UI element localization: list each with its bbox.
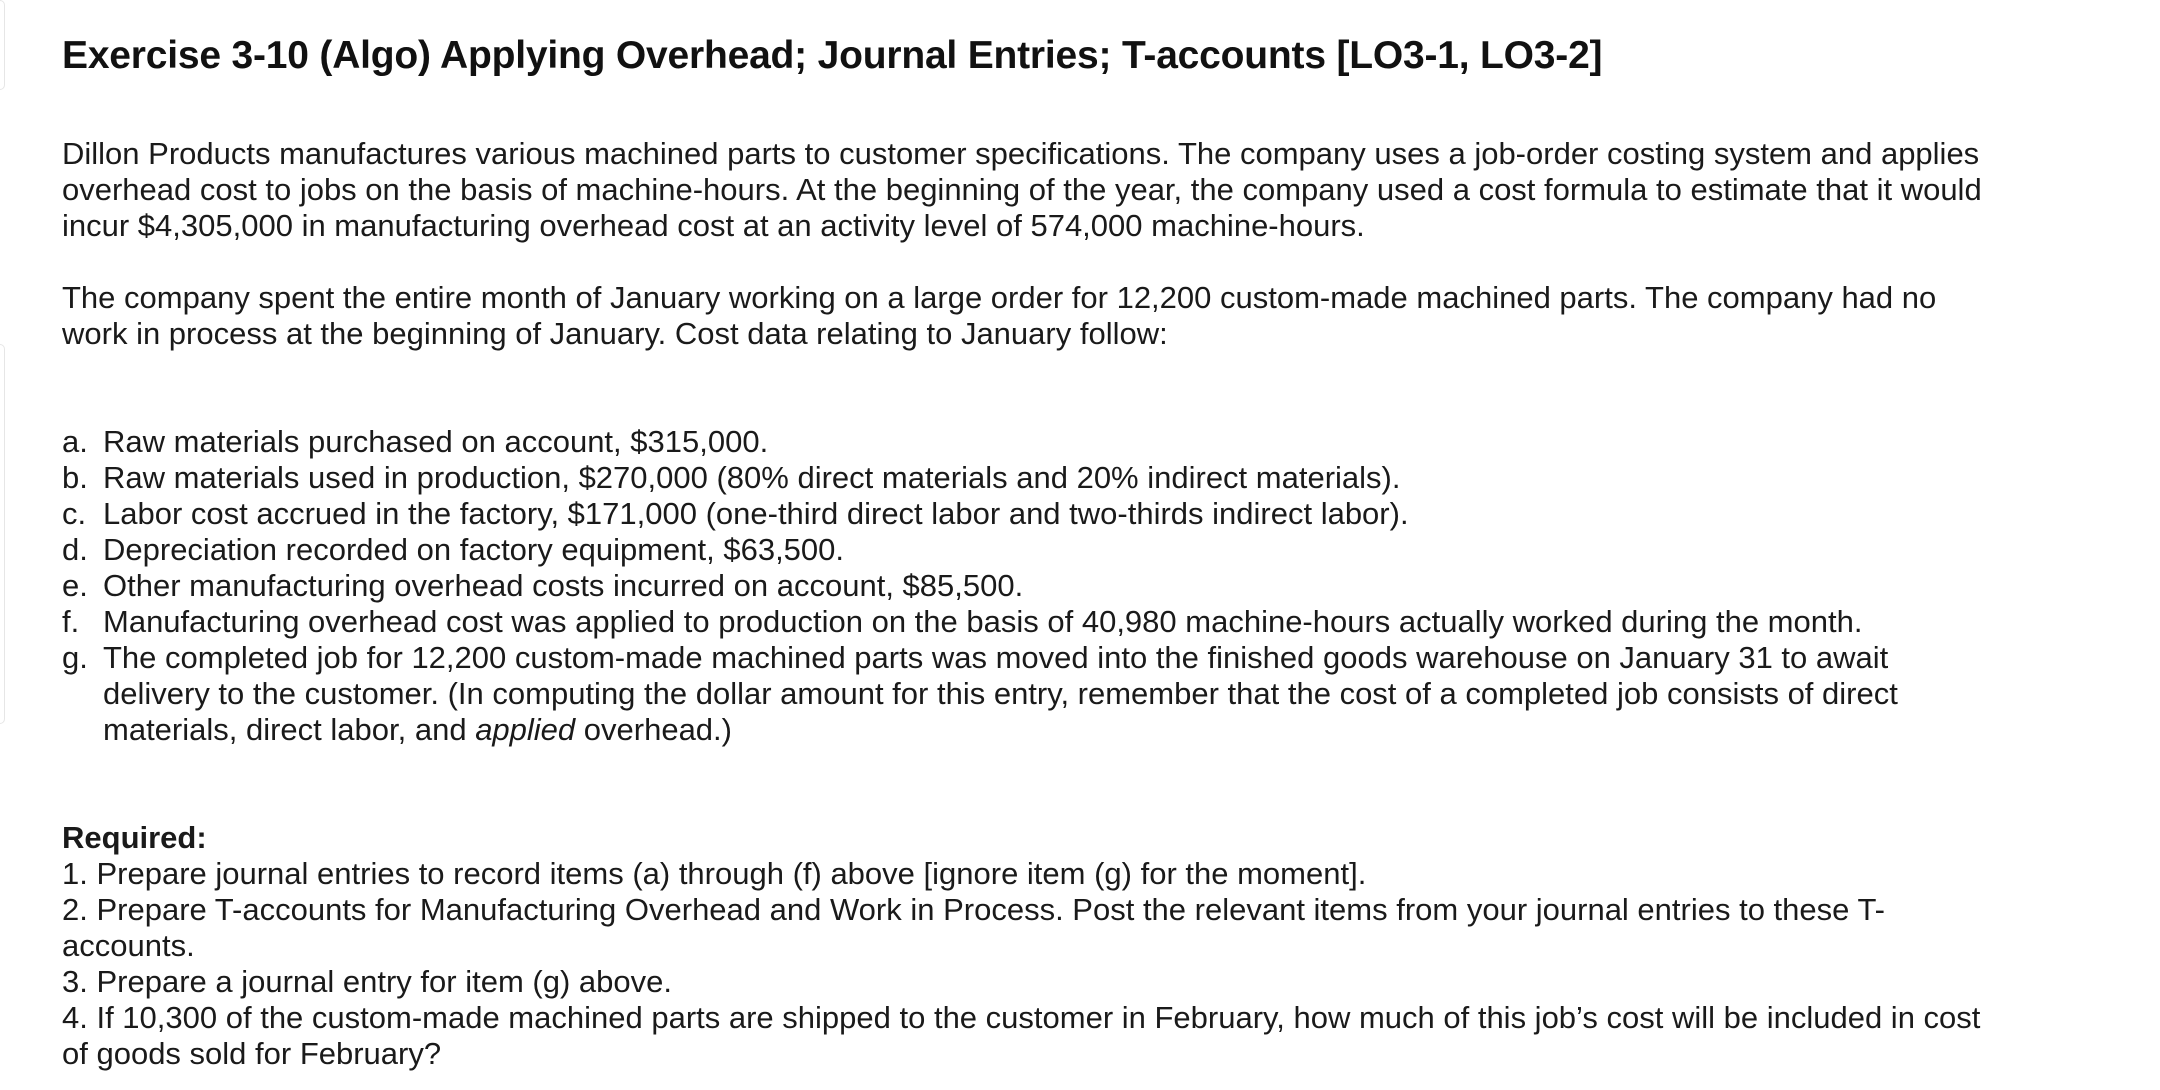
required-item-2: 2. Prepare T-accounts for Manufacturing Overhead and Work in Process. Post the relevant items from your journal entries to these T-accounts. bbox=[62, 892, 1885, 963]
list-item-e bbox=[62, 568, 1982, 604]
required-item-3: 3. Prepare a journal entry for item (g) above. bbox=[62, 964, 672, 999]
list-item-text: Depreciation recorded on factory equipment, $63,500. bbox=[103, 532, 845, 567]
required-section bbox=[62, 820, 1982, 1072]
list-item-text: Raw materials used in production, $270,000 (80% direct materials and 20% indirect materials). bbox=[103, 460, 1401, 495]
list-letter: c. bbox=[62, 496, 87, 531]
edge-panel-top bbox=[0, 0, 5, 90]
list-item-g bbox=[62, 640, 1982, 748]
required-item-1: 1. Prepare journal entries to record items (a) through (f) above [ignore item (g) for the moment]. bbox=[62, 856, 1367, 891]
january-paragraph: The company spent the entire month of January working on a large order for 12,200 custom-made machined parts. The company had no work in process at the beginning of January. Cost data relating to January follow: bbox=[62, 280, 1937, 351]
list-letter: g. bbox=[62, 640, 88, 675]
list-item-text: The completed job for 12,200 custom-made machined parts was moved into the finished goods warehouse on January 31 to await delivery to the customer. (In computing the dollar amount for this entry, remember that the cost of a completed job consists of direct materials, direct labor, and bbox=[103, 640, 1898, 747]
exercise-content bbox=[62, 28, 1982, 1072]
list-item-d bbox=[62, 532, 1982, 568]
list-item-text-end: overhead.) bbox=[575, 712, 732, 747]
required-heading: Required: bbox=[62, 820, 207, 855]
list-item-b bbox=[62, 460, 1982, 496]
list-item-a bbox=[62, 424, 1982, 460]
list-item-text: Labor cost accrued in the factory, $171,000 (one-third direct labor and two-thirds indirect labor). bbox=[103, 496, 1409, 531]
list-item-c bbox=[62, 496, 1982, 532]
left-edge-panel-marks bbox=[0, 0, 6, 1090]
exercise-title: Exercise 3-10 (Algo) Applying Overhead; Journal Entries; T-accounts [LO3-1, LO3-2] bbox=[62, 34, 1603, 77]
list-item-text: Other manufacturing overhead costs incurred on account, $85,500. bbox=[103, 568, 1024, 603]
list-letter: a. bbox=[62, 424, 88, 459]
list-letter: b. bbox=[62, 460, 88, 495]
list-letter: d. bbox=[62, 532, 88, 567]
list-item-text: Raw materials purchased on account, $315,000. bbox=[103, 424, 769, 459]
applied-emphasis: applied bbox=[475, 712, 576, 747]
required-item-4: 4. If 10,300 of the custom-made machined parts are shipped to the customer in February, how much of this job’s cost will be included in cost of goods sold for February? bbox=[62, 1000, 1981, 1071]
list-letter: f. bbox=[62, 604, 80, 639]
list-item-f bbox=[62, 604, 1982, 640]
list-item-text: Manufacturing overhead cost was applied to production on the basis of 40,980 machine-hours actually worked during the month. bbox=[103, 604, 1863, 639]
list-letter: e. bbox=[62, 568, 88, 603]
edge-panel-middle bbox=[0, 344, 5, 724]
cost-data-list bbox=[62, 424, 1982, 748]
intro-paragraph: Dillon Products manufactures various machined parts to customer specifications. The company uses a job-order costing system and applies overhead cost to jobs on the basis of machine-hours. At the beginning of the year, the company used a cost formula to estimate that it would incur $4,305,000 in manufacturing overhead cost at an activity level of 574,000 machine-hours. bbox=[62, 136, 1982, 243]
